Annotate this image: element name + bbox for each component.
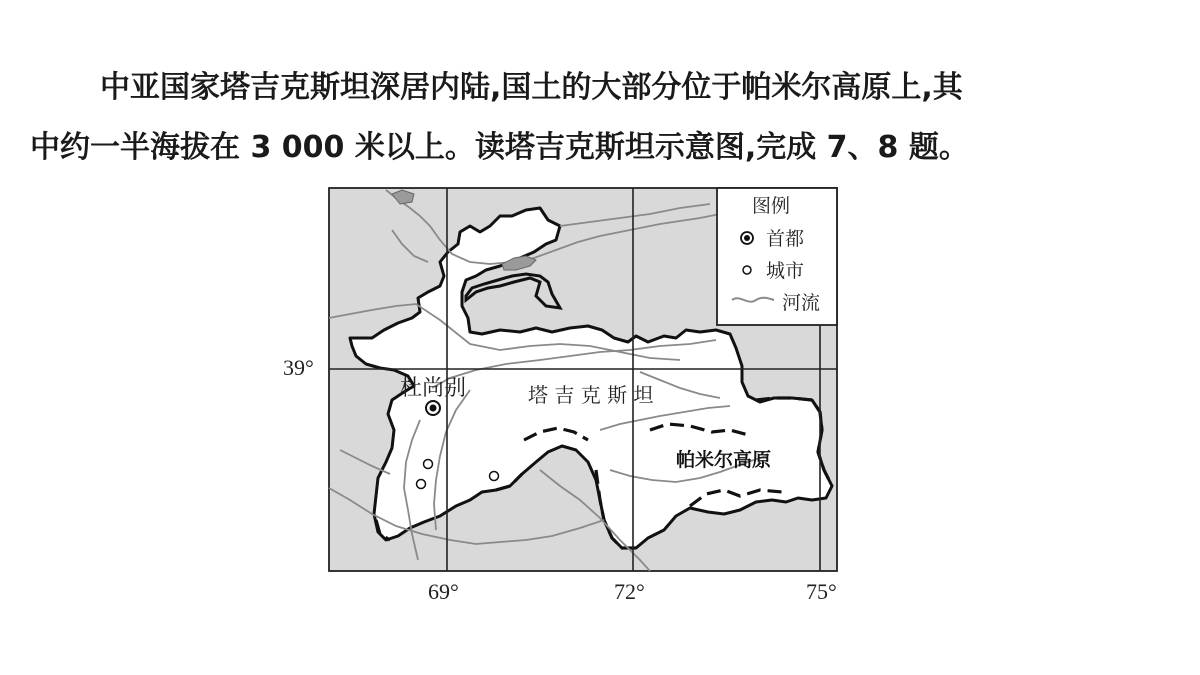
legend-capital: 首都 bbox=[766, 228, 805, 250]
city-symbol-icon bbox=[743, 266, 751, 274]
longitude-label-72: 72° bbox=[614, 579, 645, 604]
longitude-label-69: 69° bbox=[428, 579, 459, 604]
longitude-label-75: 75° bbox=[806, 579, 837, 604]
question-line-1: 中亚国家塔吉克斯坦深居内陆,国土的大部分位于帕米尔高原上,其 bbox=[100, 70, 963, 105]
capital-symbol-dot-icon bbox=[744, 235, 750, 241]
city-marker-icon bbox=[424, 460, 433, 469]
latitude-label-39: 39° bbox=[283, 355, 314, 380]
city-marker-icon bbox=[417, 480, 426, 489]
capital-marker-dot-icon bbox=[430, 405, 437, 412]
legend-title: 图例 bbox=[752, 195, 791, 217]
plateau-label: 帕米尔高原 bbox=[676, 449, 772, 471]
question-line-2: 中约一半海拔在 3 000 米以上。读塔吉克斯坦示意图,完成 7、8 题。 bbox=[30, 130, 969, 165]
capital-label: 杜尚别 bbox=[400, 376, 467, 401]
legend bbox=[717, 188, 837, 325]
legend-city: 城市 bbox=[766, 260, 805, 282]
legend-river: 河流 bbox=[782, 292, 821, 314]
country-label: 塔 吉 克 斯 坦 bbox=[528, 383, 654, 407]
city-marker-icon bbox=[490, 472, 499, 481]
